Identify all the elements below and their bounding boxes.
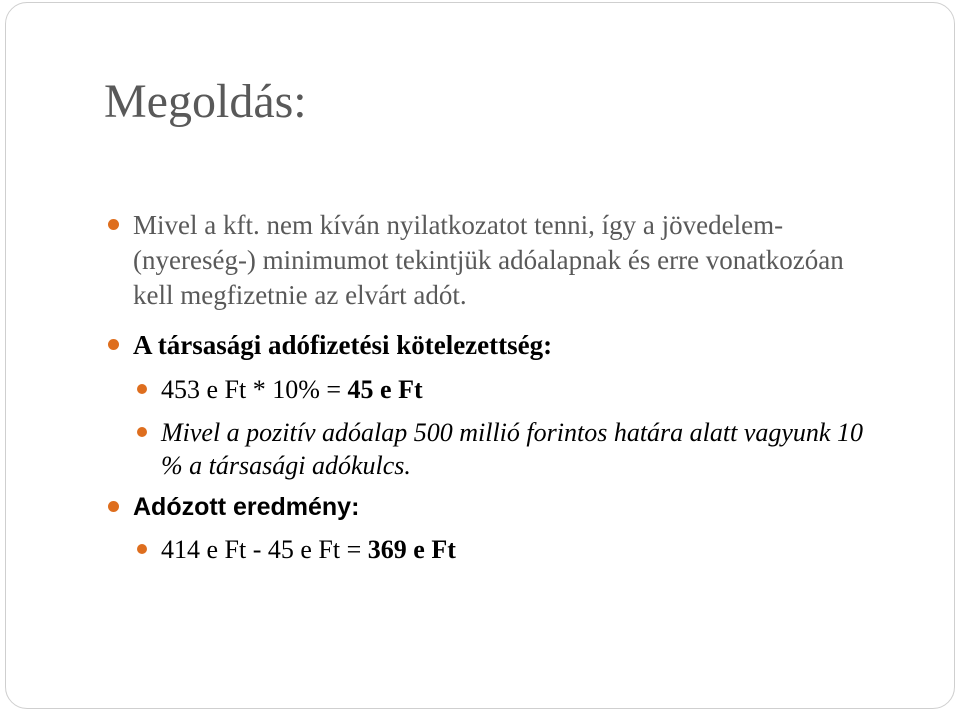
- sub-bullet-item: [108, 373, 888, 406]
- bullet-dot: [137, 427, 147, 437]
- bullet-text: A társasági adófizetési kötelezettség:: [133, 330, 553, 360]
- calculation-result: 45 e Ft: [347, 375, 423, 404]
- calculation-result: 369 e Ft: [367, 535, 456, 564]
- bullet-dot: [108, 501, 119, 512]
- bullet-item-1: [108, 208, 888, 313]
- sub-bullet-item: [108, 416, 888, 482]
- calculation-text: 414 e Ft - 45 e Ft =: [161, 535, 368, 564]
- calculation-text: 453 e Ft * 10% =: [161, 375, 348, 404]
- bullet-text: Adózott eredmény:: [133, 493, 360, 521]
- bullet-dot: [137, 544, 147, 554]
- bullet-text: Mivel a pozitív adóalap 500 millió forintos határa alatt vagyunk 10 % a társasági adókulcs.: [161, 418, 863, 480]
- slide-body: [108, 208, 888, 566]
- bullet-item-2: [108, 328, 888, 363]
- bullet-dot: [108, 339, 119, 350]
- slide-title: Megoldás:: [104, 75, 307, 128]
- bullet-dot: [137, 384, 147, 394]
- bullet-item-3: [108, 490, 888, 525]
- bullet-dot: [108, 219, 119, 230]
- bullet-text: Mivel a kft. nem kíván nyilatkozatot tenni, így a jövedelem- (nyereség-) minimumot tekintjük adóalapnak és erre vonatkozóan kell megfizetnie az elvárt adót.: [133, 210, 844, 310]
- sub-bullet-item: [108, 533, 888, 566]
